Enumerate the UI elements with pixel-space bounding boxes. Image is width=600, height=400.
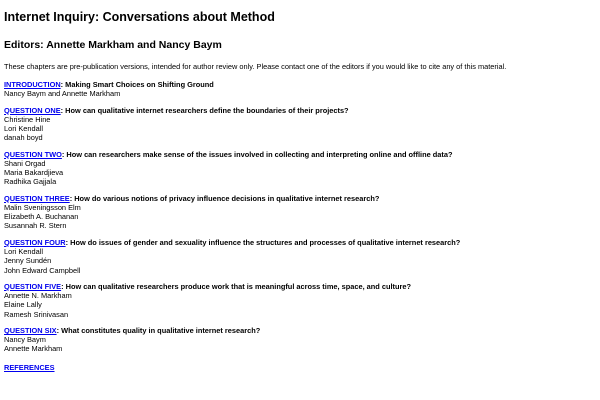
author: Shani Orgad	[4, 158, 46, 168]
author: Ramesh Srinivasan	[4, 309, 69, 319]
author: Maria Bakardjieva	[4, 168, 64, 178]
section-title: : How do various notions of privacy influence decisions in qualitative internet research?	[69, 193, 380, 203]
author: Elaine Lally	[4, 300, 42, 310]
author: danah boyd	[4, 133, 43, 143]
author: Nancy Baym and Annette Markham	[4, 89, 121, 99]
section-title: : How can qualitative researchers produce work that is meaningful across time, space, and culture?	[61, 281, 412, 291]
section-question-five	[4, 282, 596, 319]
section-title: : Making Smart Choices on Shifting Ground	[60, 80, 214, 89]
author: John Edward Campbell	[4, 265, 81, 275]
author: Susannah R. Stern	[4, 221, 67, 231]
section-question-three	[4, 194, 596, 231]
author: Lori Kendall	[4, 124, 44, 133]
section-title: : What constitutes quality in qualitative internet research?	[56, 325, 261, 335]
author: Nancy Baym	[4, 335, 46, 345]
author: Jenny Sundén	[4, 256, 52, 266]
section-question-one	[4, 106, 596, 143]
question-one-link[interactable]: QUESTION ONE	[4, 105, 61, 115]
section-question-two	[4, 150, 596, 187]
section-title: : How do issues of gender and sexuality influence the structures and processes of qualitative internet research?	[65, 237, 461, 247]
question-five-link[interactable]: QUESTION FIVE	[4, 281, 62, 291]
author: Annette Markham	[4, 344, 63, 354]
chapter-list	[4, 80, 596, 354]
section-question-four	[4, 238, 596, 275]
section-question-six	[4, 326, 596, 354]
section-title: : How can qualitative internet researchers define the boundaries of their projects?	[60, 105, 349, 115]
author: Malin Sveningsson Elm	[4, 202, 81, 212]
section-introduction	[4, 80, 596, 99]
question-six-link[interactable]: QUESTION SIX	[4, 325, 57, 335]
author: Christine Hine	[4, 114, 51, 124]
page-title: Internet Inquiry: Conversations about Method	[4, 10, 275, 24]
author: Radhika Gajjala	[4, 177, 57, 187]
author: Lori Kendall	[4, 246, 44, 256]
references-line	[4, 363, 596, 372]
question-three-link[interactable]: QUESTION THREE	[4, 193, 70, 203]
author: Elizabeth A. Buchanan	[4, 212, 79, 222]
section-title: : How can researchers make sense of the issues involved in collecting and interpreting online and offline data?	[61, 149, 453, 159]
introduction-link[interactable]: INTRODUCTION	[4, 80, 61, 89]
references-link[interactable]: REFERENCES	[4, 362, 55, 372]
question-two-link[interactable]: QUESTION TWO	[4, 149, 62, 159]
question-four-link[interactable]: QUESTION FOUR	[4, 237, 66, 247]
author: Annette N. Markham	[4, 291, 72, 301]
review-note: These chapters are pre-publication versions, intended for author review only. Please contact one of the editors if you would like to cite any of this material.	[4, 62, 507, 71]
editors-heading: Editors: Annette Markham and Nancy Baym	[4, 39, 222, 51]
